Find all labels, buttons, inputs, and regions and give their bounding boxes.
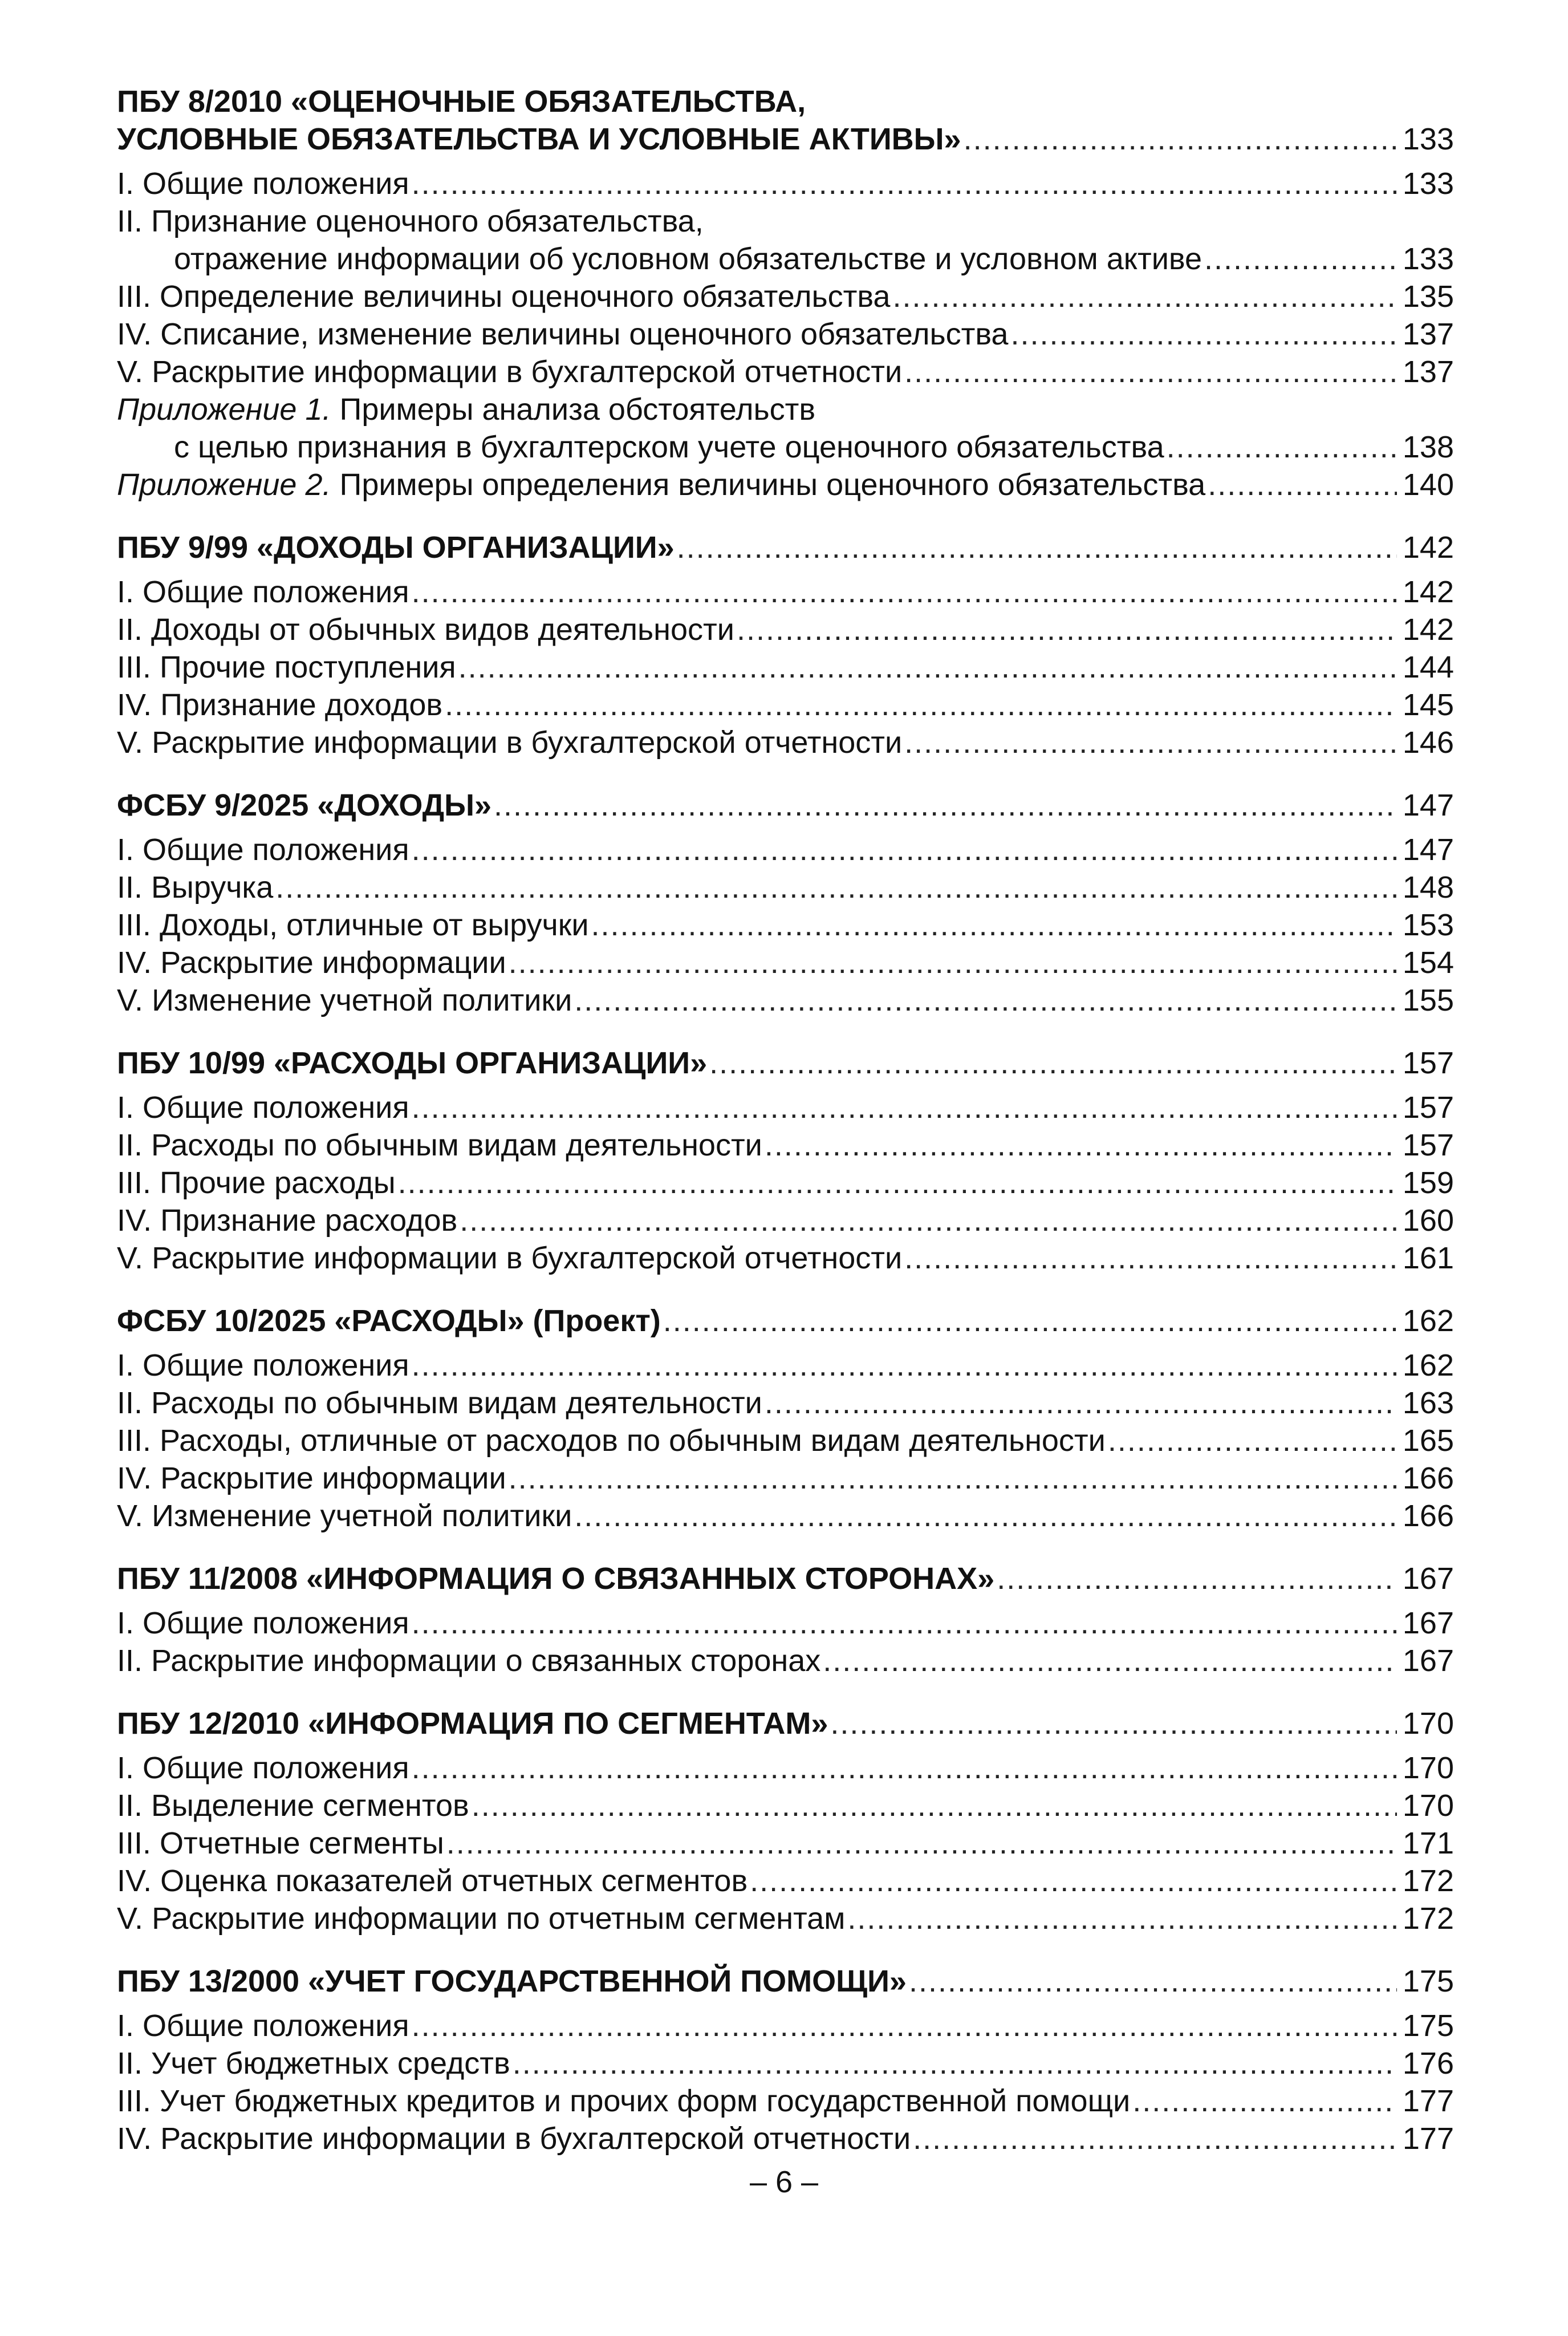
toc-entry-title: I. Общие положения	[117, 1751, 409, 1785]
toc-entry-line1	[117, 202, 1454, 240]
dot-leader	[412, 1749, 1397, 1787]
dot-leader	[737, 611, 1397, 648]
dot-leader	[472, 1787, 1397, 1824]
page-number-ref: 166	[1402, 1461, 1454, 1495]
toc-entry-text	[117, 906, 588, 944]
toc-entry-text	[117, 869, 273, 906]
toc-entry-title: V. Раскрытие информации в бухгалтерской отчетности	[117, 355, 903, 389]
dot-leader	[823, 1642, 1397, 1680]
toc-entry-text	[117, 353, 902, 391]
dot-leader	[997, 1560, 1397, 1597]
toc-entry[interactable]	[117, 1202, 1454, 1239]
dot-leader	[964, 120, 1397, 158]
toc-entry[interactable]	[117, 906, 1454, 944]
page-number-ref: 142	[1402, 613, 1454, 647]
dot-leader	[1132, 2082, 1397, 2120]
page-number-ref: 159	[1402, 1166, 1454, 1200]
dot-leader	[412, 1347, 1397, 1384]
section-heading-text	[117, 1560, 994, 1597]
dot-leader	[412, 1604, 1397, 1642]
toc-entry-title: Примеры определения величины оценочного обязательства	[339, 468, 1206, 502]
toc-entry[interactable]	[117, 1459, 1454, 1497]
toc-entry[interactable]	[117, 2045, 1454, 2082]
toc-entry-text	[117, 1862, 748, 1900]
toc-entry-text	[174, 428, 1164, 466]
toc-entry-text	[117, 982, 572, 1019]
toc-entry-title: I. Общие положения	[117, 2009, 409, 2043]
dot-leader	[509, 944, 1397, 982]
page-number-ref: 162	[1402, 1304, 1454, 1338]
toc-entry[interactable]	[117, 428, 1454, 466]
page-number-ref: 154	[1402, 946, 1454, 980]
toc-entry-text	[117, 1202, 457, 1239]
toc-entry-title: II. Раскрытие информации о связанных сторонах	[117, 1644, 821, 1678]
toc-entry-title: II. Расходы по обычным видам деятельности	[117, 1128, 762, 1162]
toc-entry-title: V. Раскрытие информации в бухгалтерской отчетности	[117, 1241, 903, 1275]
page-number-ref: 142	[1402, 530, 1454, 565]
toc-entry-title: II. Учет бюджетных средств	[117, 2046, 510, 2080]
toc-entry[interactable]	[117, 831, 1454, 869]
dot-leader	[904, 353, 1397, 391]
toc-entry-text	[117, 1604, 409, 1642]
page-number-ref: 170	[1402, 1788, 1454, 1823]
dot-leader	[509, 1459, 1397, 1497]
toc-entry[interactable]	[117, 1900, 1454, 1937]
toc-entry-text	[117, 1126, 762, 1164]
toc-entry[interactable]	[117, 165, 1454, 202]
toc-entry[interactable]	[117, 982, 1454, 1019]
toc-entry-text	[117, 466, 1205, 504]
section-heading-line1: ПБУ 8/2010 «ОЦЕНОЧНЫЕ ОБЯЗАТЕЛЬСТВА,	[117, 84, 806, 119]
section-heading[interactable]	[117, 1962, 1454, 2000]
toc-entry-text	[117, 2045, 510, 2082]
dot-leader	[446, 1824, 1397, 1862]
page-number-ref: 137	[1402, 355, 1454, 389]
toc-entry-title: V. Изменение учетной политики	[117, 983, 572, 1017]
page-number-ref: 177	[1402, 2084, 1454, 2118]
dot-leader	[412, 831, 1397, 869]
toc-entry-title: с целью признания в бухгалтерском учете оценочного обязательства	[174, 430, 1164, 464]
toc-entry-text	[117, 944, 506, 982]
toc-entry[interactable]	[117, 2120, 1454, 2157]
dot-leader	[445, 686, 1397, 724]
toc-entry-text	[117, 724, 902, 761]
section-heading[interactable]	[117, 1302, 1454, 1340]
toc-entry-title: IV. Оценка показателей отчетных сегментов	[117, 1864, 748, 1898]
toc-entry-title: III. Учет бюджетных кредитов и прочих форм государственной помощи	[117, 2084, 1131, 2118]
page-number-ref: 133	[1402, 167, 1454, 201]
section-heading-title: ФСБУ 10/2025 «РАСХОДЫ» (Проект)	[117, 1304, 661, 1338]
section-heading-text: УСЛОВНЫЕ ОБЯЗАТЕЛЬСТВА И УСЛОВНЫЕ АКТИВЫ»	[117, 122, 961, 156]
toc-entry-title: III. Прочие расходы	[117, 1166, 396, 1200]
dot-leader	[663, 1302, 1397, 1340]
dot-leader	[904, 1239, 1397, 1277]
toc-entry-line1-text: II. Признание оценочного обязательства,	[117, 204, 704, 238]
toc-entry-text	[117, 1900, 845, 1937]
dot-leader	[909, 1962, 1397, 2000]
toc-section	[117, 786, 1454, 1019]
toc-entry-text	[117, 1384, 762, 1422]
toc-section	[117, 529, 1454, 761]
page-number-ref: 137	[1402, 317, 1454, 351]
page-number-ref: 145	[1402, 688, 1454, 722]
toc-entry-title: IV. Раскрытие информации	[117, 1461, 506, 1495]
toc-entry-text	[117, 1239, 902, 1277]
section-heading-title: ФСБУ 9/2025 «ДОХОДЫ»	[117, 788, 492, 822]
toc-entry-title: V. Раскрытие информации по отчетным сегментам	[117, 1901, 846, 1936]
page-number-ref: 157	[1402, 1128, 1454, 1162]
toc-entry-title: I. Общие положения	[117, 1090, 409, 1125]
toc-entry[interactable]	[117, 315, 1454, 353]
toc-entry[interactable]	[117, 1604, 1454, 1642]
toc-entry-text	[117, 1422, 1106, 1459]
page-number-ref: 167	[1402, 1562, 1454, 1596]
page-number-ref: 138	[1402, 430, 1454, 464]
toc-entry-title: III. Прочие поступления	[117, 650, 456, 684]
toc-entry-text	[174, 240, 1202, 278]
page-number-ref: 160	[1402, 1203, 1454, 1238]
section-heading[interactable]	[117, 1044, 1454, 1082]
page-number: – 6 –	[749, 2165, 819, 2199]
page-number-ref: 166	[1402, 1499, 1454, 1533]
dot-leader	[460, 1202, 1397, 1239]
toc-entry[interactable]	[117, 573, 1454, 611]
toc-entry-title: V. Изменение учетной политики	[117, 1499, 572, 1533]
toc-entry-text	[117, 573, 409, 611]
toc-entry-text	[117, 831, 409, 869]
dot-leader	[412, 573, 1397, 611]
toc-entry-title: III. Отчетные сегменты	[117, 1826, 444, 1860]
dot-leader	[677, 529, 1397, 566]
toc-section	[117, 83, 1454, 504]
toc-entry-title: IV. Признание доходов	[117, 688, 443, 722]
page-number-ref: 167	[1402, 1606, 1454, 1640]
toc-entry-text	[117, 165, 409, 202]
section-heading-title: ПБУ 11/2008 «ИНФОРМАЦИЯ О СВЯЗАННЫХ СТОРОНАХ»	[117, 1562, 995, 1596]
section-heading-title: ПБУ 12/2010 «ИНФОРМАЦИЯ ПО СЕГМЕНТАМ»	[117, 1706, 828, 1741]
toc-entry[interactable]	[117, 1497, 1454, 1535]
toc-entry-text	[117, 1164, 396, 1202]
dot-leader	[1108, 1422, 1397, 1459]
section-heading-text	[117, 786, 491, 824]
toc-entry-title: IV. Списание, изменение величины оценочного обязательства	[117, 317, 1009, 351]
toc-entry-text	[117, 1459, 506, 1497]
section-heading-title: ПБУ 10/99 «РАСХОДЫ ОРГАНИЗАЦИИ»	[117, 1046, 708, 1080]
toc-entry[interactable]	[117, 2082, 1454, 2120]
toc-entry[interactable]	[117, 1239, 1454, 1277]
dot-leader	[1204, 240, 1397, 278]
toc-entry[interactable]	[117, 240, 1454, 278]
appendix-label: Приложение 2.	[117, 468, 331, 502]
page-number-ref: 133	[1402, 242, 1454, 276]
toc-entry[interactable]	[117, 353, 1454, 391]
dot-leader	[574, 982, 1397, 1019]
section-heading-title: ПБУ 13/2000 «УЧЕТ ГОСУДАРСТВЕННОЙ ПОМОЩИ»	[117, 1964, 907, 1998]
toc-entry-title: II. Выручка	[117, 870, 274, 905]
toc-entry-text	[117, 1824, 444, 1862]
page-number-ref: 142	[1402, 575, 1454, 609]
toc-entry-title: II. Доходы от обычных видов деятельности	[117, 613, 734, 647]
toc-entry[interactable]	[117, 466, 1454, 504]
dot-leader	[513, 2045, 1397, 2082]
toc-entry-text	[117, 2120, 911, 2157]
section-heading-text	[117, 1705, 828, 1742]
dot-leader	[904, 724, 1397, 761]
page-number-ref: 135	[1402, 279, 1454, 314]
toc-entry-text	[117, 2082, 1130, 2120]
toc-entry[interactable]	[117, 724, 1454, 761]
toc-entry[interactable]	[117, 278, 1454, 315]
page-number-ref: 177	[1402, 2122, 1454, 2156]
toc-entry-text	[117, 1347, 409, 1384]
dot-leader	[765, 1126, 1397, 1164]
toc-entry-text	[117, 686, 442, 724]
toc-entry[interactable]	[117, 1824, 1454, 1862]
toc-entry-title: II. Выделение сегментов	[117, 1788, 469, 1823]
page-number-ref: 165	[1402, 1424, 1454, 1458]
dot-leader	[765, 1384, 1397, 1422]
toc-entry[interactable]	[117, 1126, 1454, 1164]
appendix-label: Приложение 1.	[117, 392, 331, 427]
dot-leader	[275, 869, 1397, 906]
section-heading-text	[117, 1044, 707, 1082]
dot-leader	[1208, 466, 1397, 504]
toc-entry-title: III. Доходы, отличные от выручки	[117, 908, 589, 942]
toc-entry[interactable]	[117, 1787, 1454, 1824]
toc-entry[interactable]	[117, 2007, 1454, 2045]
page-number-ref: 172	[1402, 1864, 1454, 1898]
page-number-ref: 175	[1402, 1964, 1454, 1998]
dot-leader	[398, 1164, 1397, 1202]
page-number-ref: 163	[1402, 1386, 1454, 1420]
toc-section	[117, 1705, 1454, 1937]
toc-entry-text	[117, 648, 456, 686]
toc-entry-title: I. Общие положения	[117, 1348, 409, 1382]
dot-leader	[913, 2120, 1397, 2157]
section-heading-line2	[117, 120, 1454, 158]
toc-entry[interactable]	[117, 1862, 1454, 1900]
page-number-ref: 170	[1402, 1751, 1454, 1785]
toc-entry-text	[117, 1642, 820, 1680]
toc-entry[interactable]	[117, 1164, 1454, 1202]
dot-leader	[494, 786, 1397, 824]
toc-entry[interactable]	[117, 1089, 1454, 1126]
toc-entry-title: IV. Раскрытие информации	[117, 946, 506, 980]
toc-entry-title: III. Определение величины оценочного обязательства	[117, 279, 891, 314]
toc-entry[interactable]	[117, 869, 1454, 906]
toc-entry-text	[117, 2007, 409, 2045]
toc-entry-title: IV. Признание расходов	[117, 1203, 458, 1238]
toc-entry[interactable]	[117, 1422, 1454, 1459]
section-heading[interactable]	[117, 529, 1454, 566]
page-number-ref: 147	[1402, 833, 1454, 867]
toc-entry-title: V. Раскрытие информации в бухгалтерской отчетности	[117, 725, 903, 760]
dot-leader	[412, 165, 1397, 202]
toc-entry-title: отражение информации об условном обязательстве и условном активе	[174, 242, 1203, 276]
page-number-ref: 176	[1402, 2046, 1454, 2080]
page-number-ref: 140	[1402, 468, 1454, 502]
page-number-ref: 155	[1402, 983, 1454, 1017]
section-heading-text	[117, 529, 675, 566]
dot-leader	[591, 906, 1397, 944]
dot-leader	[1167, 428, 1397, 466]
dot-leader	[412, 1089, 1397, 1126]
page-number-ref: 172	[1402, 1901, 1454, 1936]
page-number-ref: 167	[1402, 1644, 1454, 1678]
dot-leader	[830, 1705, 1397, 1742]
page-number-ref: 171	[1402, 1826, 1454, 1860]
page-number-ref: 147	[1402, 788, 1454, 822]
toc-entry[interactable]	[117, 1642, 1454, 1680]
toc-entry-text	[117, 278, 890, 315]
page-number-ref: 157	[1402, 1090, 1454, 1125]
table-of-contents	[117, 83, 1454, 2183]
toc-entry[interactable]	[117, 648, 1454, 686]
toc-entry-text	[117, 1787, 469, 1824]
page-number-ref: 170	[1402, 1706, 1454, 1741]
dot-leader	[709, 1044, 1397, 1082]
dot-leader	[458, 648, 1397, 686]
dot-leader	[847, 1900, 1397, 1937]
section-heading[interactable]	[117, 83, 1454, 158]
toc-entry-text	[117, 1497, 572, 1535]
dot-leader	[412, 2007, 1397, 2045]
section-heading-title: ПБУ 9/99 «ДОХОДЫ ОРГАНИЗАЦИИ»	[117, 530, 675, 565]
toc-entry[interactable]	[117, 611, 1454, 648]
page-number-ref: 133	[1402, 122, 1454, 156]
toc-entry-text	[117, 1749, 409, 1787]
toc-section	[117, 1302, 1454, 1535]
page-number-ref: 148	[1402, 870, 1454, 905]
toc-section	[117, 1560, 1454, 1680]
toc-entry-text	[117, 1089, 409, 1126]
section-heading-text	[117, 1962, 907, 2000]
toc-entry[interactable]	[117, 1749, 1454, 1787]
toc-entry-title: III. Расходы, отличные от расходов по обычным видам деятельности	[117, 1424, 1106, 1458]
page-number-ref: 162	[1402, 1348, 1454, 1382]
toc-entry-title: II. Расходы по обычным видам деятельности	[117, 1386, 762, 1420]
toc-entry-title: I. Общие положения	[117, 833, 409, 867]
page-number-ref: 161	[1402, 1241, 1454, 1275]
page-number-ref: 175	[1402, 2009, 1454, 2043]
toc-entry-title: I. Общие положения	[117, 167, 409, 201]
dot-leader	[1010, 315, 1397, 353]
toc-entry[interactable]	[117, 944, 1454, 982]
dot-leader	[892, 278, 1397, 315]
toc-entry-title: I. Общие положения	[117, 1606, 409, 1640]
section-heading-text	[117, 1302, 661, 1340]
page-number-ref: 146	[1402, 725, 1454, 760]
page-number-ref: 157	[1402, 1046, 1454, 1080]
toc-entry-text	[117, 611, 734, 648]
toc-entry[interactable]	[117, 686, 1454, 724]
toc-entry-line1-text: Примеры анализа обстоятельств	[339, 392, 816, 427]
toc-entry-line1	[117, 391, 1454, 428]
page-number-ref: 153	[1402, 908, 1454, 942]
dot-leader	[574, 1497, 1397, 1535]
toc-entry-title: I. Общие положения	[117, 575, 409, 609]
toc-section	[117, 1962, 1454, 2157]
section-heading[interactable]	[117, 1560, 1454, 1597]
toc-section	[117, 1044, 1454, 1277]
section-heading[interactable]	[117, 786, 1454, 824]
toc-entry-title: IV. Раскрытие информации в бухгалтерской отчетности	[117, 2122, 911, 2156]
toc-entry[interactable]	[117, 1384, 1454, 1422]
toc-entry[interactable]	[117, 1347, 1454, 1384]
dot-leader	[750, 1862, 1397, 1900]
page-number-ref: 144	[1402, 650, 1454, 684]
toc-entry-text	[117, 315, 1008, 353]
section-heading[interactable]	[117, 1705, 1454, 1742]
